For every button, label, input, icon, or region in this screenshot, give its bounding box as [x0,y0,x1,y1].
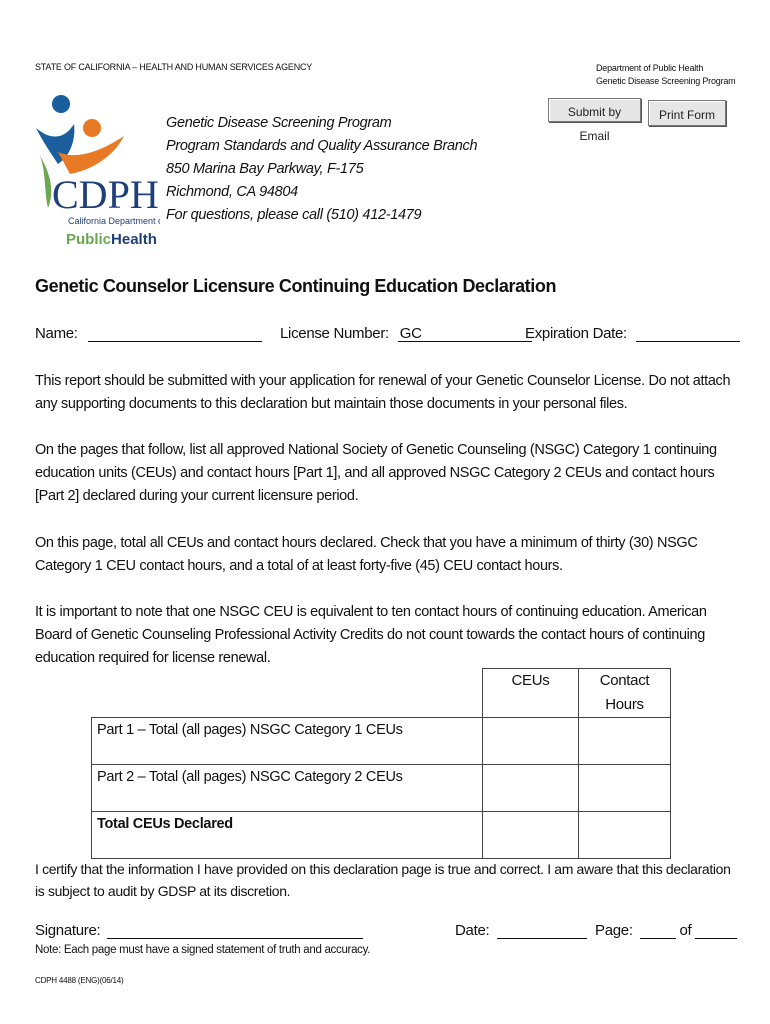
of-label: of [679,922,692,939]
license-field-group [280,325,532,342]
address-line-2: Program Standards and Quality Assurance Branch [166,138,478,154]
page-label: Page: [595,922,633,939]
contact-hours-column-header: Contact Hours [579,669,671,718]
submit-by-email-button[interactable]: Submit by Email [548,98,641,122]
address-line-3: 850 Marina Bay Parkway, F-175 [166,161,364,177]
page-number-input[interactable] [640,922,676,939]
expiration-date-label: Expiration Date: [525,325,627,342]
signature-label: Signature: [35,922,101,939]
department-header [596,62,735,88]
logo-initials: CDPH [52,172,159,217]
form-title: Genetic Counselor Licensure Continuing Education Declaration [35,276,557,296]
table-row [92,812,671,859]
total-ceus-input[interactable] [483,812,579,859]
part2-ceus-input[interactable] [483,765,579,812]
part1-ceus-input[interactable] [483,718,579,765]
name-input[interactable] [88,325,262,342]
paragraph-instructions: On the pages that follow, list all approved National Society of Genetic Counseling (NSGC) Category 1 continuing education units (CEUs) and contact hours [Part 1], and all approved NSGC Category 2 CEUs and contact hours [Part 2] declared during your current licensure period. [35,442,717,504]
signature-field-group [35,922,363,939]
expiration-field-group [525,325,740,342]
part2-label: Part 2 – Total (all pages) NSGC Category 2 CEUs [92,765,483,812]
form-number: CDPH 4488 (ENG)(06/14) [35,976,124,985]
date-input[interactable] [497,922,587,939]
address-line-5: For questions, please call (510) 412-1479 [166,207,422,223]
date-field-group [455,922,587,939]
table-header-row [92,669,671,718]
table-row [92,718,671,765]
program-address [166,112,477,227]
paragraph-equivalence: It is important to note that one NSGC CEU is equivalent to ten contact hours of continuing education. American Board of Genetic Counseling Professional Activity Credits do not count towards the contact hours of continuing education required for license renewal. [35,604,707,666]
part1-hours-input[interactable] [579,718,671,765]
license-prefix: GC [399,325,422,342]
total-hours-input[interactable] [579,812,671,859]
print-form-button[interactable]: Print Form [648,100,726,126]
license-number-input[interactable] [398,325,532,342]
page-total-input[interactable] [695,922,737,939]
signature-input[interactable] [107,922,363,939]
totals-table [91,668,671,859]
paragraph-totals: On this page, total all CEUs and contact hours declared. Check that you have a minimum of thirty (30) NSGC Category 1 CEU contact hours, and a total of at least forty-five (45) CEU contact hours. [35,535,698,574]
dept-line-2: Genetic Disease Screening Program [596,76,736,86]
expiration-date-input[interactable] [636,325,740,342]
address-line-1: Genetic Disease Screening Program [166,115,392,131]
date-label: Date: [455,922,490,939]
logo-subtitle-1: California Department of [68,216,160,226]
certification-statement: I certify that the information I have provided on this declaration page is true and correct. I am aware that this declaration is subject to audit by GDSP at its discretion. [35,861,731,899]
part1-label: Part 1 – Total (all pages) NSGC Category 1 CEUs [92,718,483,765]
name-label: Name: [35,325,78,342]
license-number-label: License Number: [280,325,389,342]
ceus-column-header: CEUs [483,669,579,718]
table-row [92,765,671,812]
total-ceus-label: Total CEUs Declared [92,812,483,859]
page-field-group [595,922,737,939]
logo-subtitle-2: PublicHealth [66,231,157,248]
cdph-logo-graphic [30,90,160,250]
dept-line-1: Department of Public Health [596,63,704,73]
part2-hours-input[interactable] [579,765,671,812]
address-line-4: Richmond, CA 94804 [166,184,298,200]
paragraph-submission: This report should be submitted with your application for renewal of your Genetic Counselor License. Do not attach any supporting documents to this declaration but maintain those documents in your personal files. [35,373,731,412]
signature-note: Note: Each page must have a signed statement of truth and accuracy. [35,944,371,956]
name-field-group [35,325,262,342]
cdph-logo [30,90,160,250]
agency-header: STATE OF CALIFORNIA – HEALTH AND HUMAN SERVICES AGENCY [35,62,313,72]
